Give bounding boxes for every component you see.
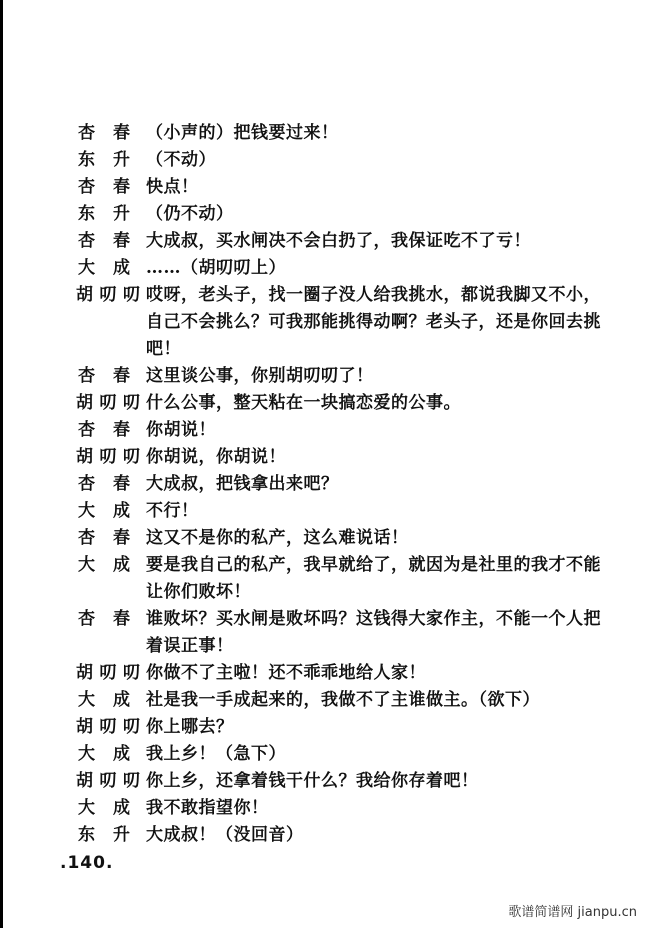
speaker-name: 胡 叨 叨 [76, 393, 140, 413]
dialogue-line [76, 174, 616, 201]
speaker-name: 杏 春 [78, 528, 130, 548]
speech-text: 你上乡，还拿着钱干什么？我给你存着吧！ [146, 771, 479, 791]
watermark: 歌谱简谱网 jianpu.cn [508, 905, 637, 920]
speaker-name: 胡 叨 叨 [76, 717, 140, 737]
speaker-name: 胡 叨 叨 [76, 447, 140, 467]
dialogue-line [76, 390, 616, 417]
speaker-name: 东 升 [78, 204, 130, 224]
speech-text: 我不敢指望你！ [146, 798, 269, 818]
speech-text: 大成叔，买水闸决不会白扔了，我保证吃不了亏！ [146, 231, 531, 251]
speech-text: （仍不动） [146, 204, 234, 224]
speech-text: 快点！ [146, 177, 199, 197]
dialogue-line [76, 687, 616, 714]
dialogue-line [76, 795, 616, 822]
speech-text: 社是我一手成起来的，我做不了主谁做主。（欲下） [146, 690, 540, 710]
speech-text: 不行！ [146, 501, 199, 521]
speech-text: 你上哪去？ [146, 717, 234, 737]
speaker-name: 大 成 [78, 258, 130, 278]
speech-text: ……（胡叨叨上） [146, 258, 286, 278]
speech-text: 这里谈公事，你别胡叨叨了！ [146, 366, 374, 386]
scan-left-border [0, 0, 3, 928]
dialogue-line [76, 120, 616, 147]
dialogue-line [76, 525, 616, 552]
dialogue-line [76, 201, 616, 228]
dialogue-line [76, 606, 616, 660]
dialogue-line [76, 498, 616, 525]
speech-text: 你做不了主啦！还不乖乖地给人家！ [146, 663, 426, 683]
speaker-name: 杏 春 [78, 123, 130, 143]
page-number: .140. [60, 853, 114, 873]
speaker-name: 杏 春 [78, 609, 130, 629]
dialogue-line [76, 471, 616, 498]
speaker-name: 杏 春 [78, 474, 130, 494]
dialogue-line [76, 363, 616, 390]
dialogue-line [76, 768, 616, 795]
speaker-name: 胡 叨 叨 [76, 285, 140, 305]
speech-text: 哎呀，老头子，找一圈子没人给我挑水，都说我脚又不小，自己不会挑么？可我那能挑得动啊？老头子，还是你回去挑吧！ [146, 285, 601, 359]
speaker-name: 东 升 [78, 150, 130, 170]
speaker-name: 杏 春 [78, 420, 130, 440]
speaker-name: 大 成 [78, 690, 130, 710]
speech-text: 你胡说，你胡说！ [146, 447, 286, 467]
dialogue-line [76, 822, 616, 849]
dialogue-line [76, 255, 616, 282]
speech-text: （小声的）把钱要过来！ [146, 123, 339, 143]
speech-text: 大成叔！（没回音） [146, 825, 304, 845]
speaker-name: 胡 叨 叨 [76, 771, 140, 791]
speaker-name: 东 升 [78, 825, 130, 845]
dialogue-line [76, 228, 616, 255]
dialogue-line [76, 660, 616, 687]
script-body [76, 120, 616, 849]
speech-text: 要是我自己的私产，我早就给了，就因为是社里的我才不能让你们败坏！ [146, 555, 601, 602]
speech-text: 你胡说！ [146, 420, 216, 440]
speech-text: 什么公事，整天粘在一块搞恋爱的公事。 [146, 393, 461, 413]
dialogue-line [76, 741, 616, 768]
speech-text: 我上乡！（急下） [146, 744, 286, 764]
dialogue-line [76, 714, 616, 741]
dialogue-line [76, 444, 616, 471]
speech-text: 谁败坏？买水闸是败坏吗？这钱得大家作主，不能一个人把着误正事！ [146, 609, 601, 656]
dialogue-line [76, 417, 616, 444]
speaker-name: 大 成 [78, 744, 130, 764]
speech-text: 大成叔，把钱拿出来吧？ [146, 474, 339, 494]
speech-text: 这又不是你的私产，这么难说话！ [146, 528, 409, 548]
dialogue-line [76, 147, 616, 174]
speaker-name: 杏 春 [78, 177, 130, 197]
speaker-name: 大 成 [78, 555, 130, 575]
speaker-name: 胡 叨 叨 [76, 663, 140, 683]
speaker-name: 大 成 [78, 798, 130, 818]
speaker-name: 杏 春 [78, 231, 130, 251]
speaker-name: 杏 春 [78, 366, 130, 386]
dialogue-line [76, 282, 616, 363]
speaker-name: 大 成 [78, 501, 130, 521]
dialogue-line [76, 552, 616, 606]
speech-text: （不动） [146, 150, 216, 170]
